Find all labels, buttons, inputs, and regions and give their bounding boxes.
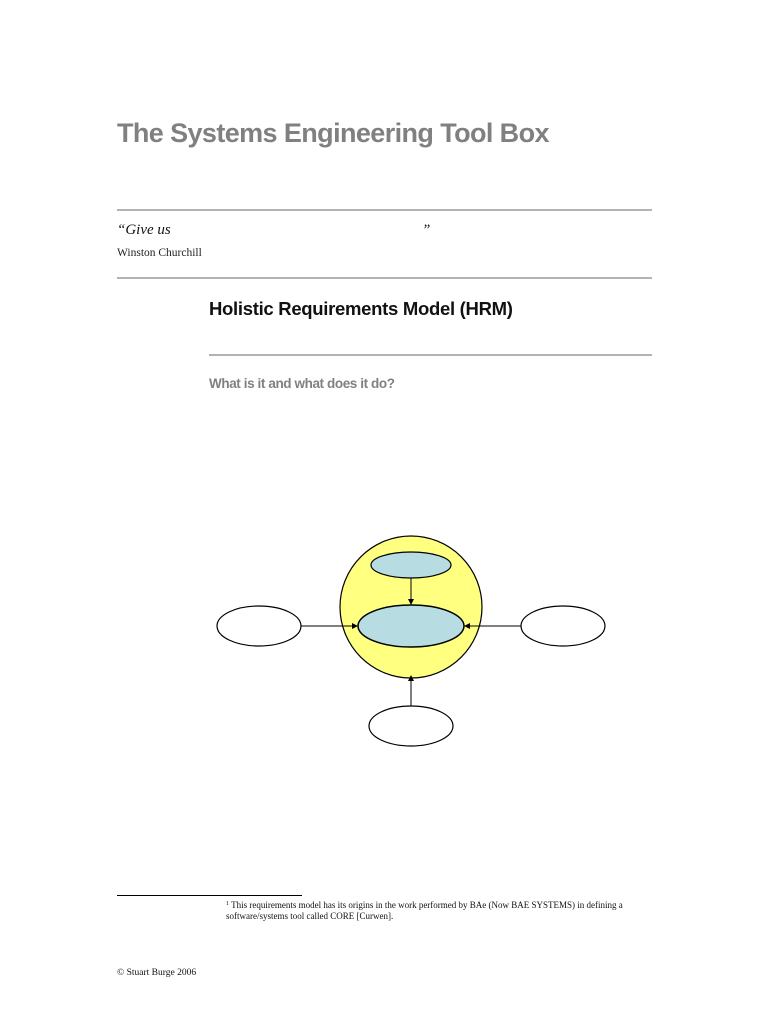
footnote [226, 900, 646, 922]
top-divider [117, 209, 652, 211]
quote-divider [117, 277, 652, 279]
footnote-text: This requirements model has its origins in the work performed by BAe (Now BAE SYSTEMS) in defining a software/systems tool called CORE [Curwen]. [226, 900, 623, 921]
left-ellipse [217, 606, 301, 646]
right-ellipse [521, 606, 605, 646]
copyright-notice: © Stuart Burge 2006 [117, 968, 197, 978]
center-ellipse [358, 605, 464, 647]
section-heading: Holistic Requirements Model (HRM) [209, 298, 513, 319]
quote-author: Winston Churchill [117, 247, 202, 259]
footnote-marker: 1 [226, 901, 229, 907]
bottom-ellipse [369, 706, 453, 746]
section-divider [209, 354, 652, 356]
quote-close-mark: ” [422, 222, 431, 238]
hrm-diagram [205, 530, 615, 755]
section-subheading: What is it and what does it do? [209, 376, 395, 391]
footnote-separator [117, 895, 302, 896]
page-title: The Systems Engineering Tool Box [117, 118, 549, 148]
top-inner-ellipse [371, 552, 451, 578]
quote-text: “Give us [117, 222, 171, 238]
